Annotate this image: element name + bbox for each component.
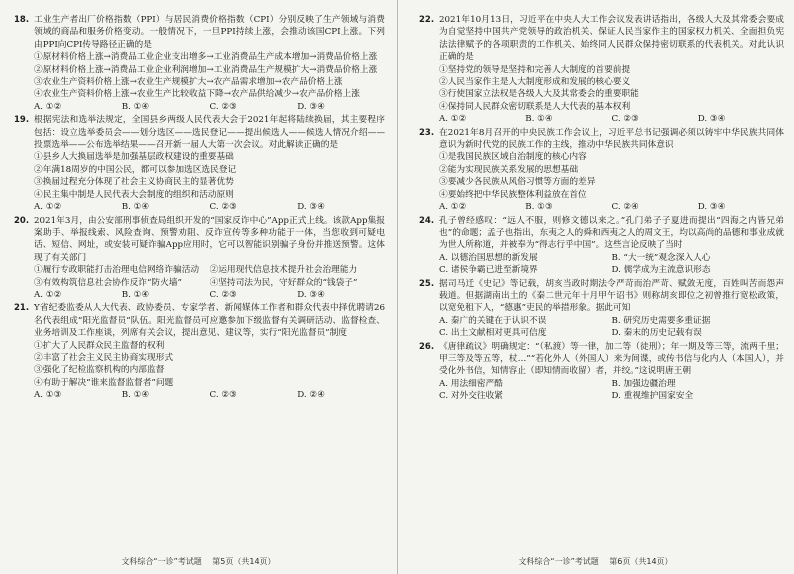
question-number: 20. bbox=[14, 215, 30, 226]
statement-item: ③有效构筑信息社会协作反诈“防火墙” bbox=[34, 277, 182, 288]
question-list bbox=[419, 14, 784, 403]
question-number: 22. bbox=[419, 15, 435, 25]
statement-item: ①扩大了人民群众民主监督的权利 bbox=[34, 340, 165, 351]
answer-option: D. ②④ bbox=[297, 390, 326, 401]
question-stem: Y省纪委监委从人大代表、政协委员、专家学者、新闻媒体工作者和群众代表中择优聘请26名代表组成“阳光监督员”队伍。阳光监督员可应邀参加下级监督有关调研活动、监督检查、业务培训及工作座谈，列席有关会议，提出意见、建议等，实行“阳光监督员”制度 bbox=[34, 303, 385, 339]
question-number: 26. bbox=[419, 341, 435, 352]
question-26 bbox=[419, 341, 784, 403]
question-24 bbox=[419, 215, 784, 277]
answer-option: A. ①② bbox=[439, 114, 467, 125]
answer-option: C. ②③ bbox=[209, 202, 237, 213]
answer-option: D. ③④ bbox=[697, 114, 726, 125]
answer-option: C. ②③ bbox=[209, 390, 237, 401]
question-19 bbox=[14, 114, 385, 213]
answer-option: B. ①④ bbox=[121, 202, 150, 213]
answer-option: B. ①③ bbox=[525, 202, 553, 213]
question-number: 25. bbox=[419, 278, 435, 289]
statement-item: ②年满18周岁的中国公民，都可以参加选区选民登记 bbox=[34, 164, 237, 175]
answer-option: A. ①② bbox=[34, 101, 62, 112]
answer-option: A. 秦广的关键在于认识不误 bbox=[439, 315, 547, 326]
answer-option: C. ②③ bbox=[611, 114, 639, 125]
answer-options bbox=[439, 113, 784, 125]
answer-options bbox=[439, 315, 784, 340]
answer-option: A. ①② bbox=[34, 289, 62, 300]
page-footer bbox=[397, 556, 794, 568]
footer-page-number: 第5页（共14页） bbox=[212, 556, 276, 566]
question-number: 24. bbox=[419, 215, 435, 226]
answer-option: B. ①④ bbox=[121, 101, 150, 112]
answer-option: A. ①③ bbox=[34, 390, 62, 401]
statement-item: ③行使国家立法权是各级人大及其常委会的重要职能 bbox=[439, 89, 639, 100]
answer-option: D. 秦末的历史记载有误 bbox=[611, 328, 702, 339]
statement-item: ④民主集中制是人民代表大会制度的组织和活动原则 bbox=[34, 189, 234, 200]
statement-item: ②能为实现民族关系发展的思想基础 bbox=[439, 164, 578, 175]
answer-options bbox=[34, 289, 385, 301]
answer-options bbox=[439, 201, 784, 213]
right-page bbox=[397, 0, 794, 574]
statement-item: ③换届过程充分体现了社会主义协商民主的显著优势 bbox=[34, 177, 234, 188]
answer-option: B. 加强边疆治理 bbox=[611, 378, 676, 389]
answer-option: B. ①④ bbox=[525, 114, 553, 125]
statement-item: ①原材料价格上涨→消费品工业企业支出增多→工业消费品生产成本增加→消费品价格上涨 bbox=[34, 52, 378, 63]
answer-option: D. ③④ bbox=[297, 101, 326, 112]
question-18 bbox=[14, 14, 385, 113]
statement-item: ②运用现代信息技术提升社会治理能力 bbox=[209, 265, 358, 276]
question-stem: 孔子曾经感叹：“远人不服，则修文德以来之。”孔门弟子子夏进而提出“四海之内皆兄弟也”的命题；孟子也指出，东夷之人的舜和西夷之人的周文王，均以高尚的品德和事业成就为世人所称道，并被奉为“得志行乎中国”。这些言论反映了当时 bbox=[439, 215, 784, 251]
statement-item: ③要减少各民族从风俗习惯等方面的差异 bbox=[439, 177, 596, 188]
answer-option: C. ②③ bbox=[209, 101, 237, 112]
answer-options bbox=[439, 378, 784, 403]
statement-item: ①履行专政职能打击治理电信网络诈骗活动 bbox=[34, 265, 200, 276]
statement-item: ④坚持司法为民，守好群众的“钱袋子” bbox=[209, 277, 358, 288]
statement-item: ④有助于解决“谁来监督监督者”问题 bbox=[34, 377, 174, 388]
answer-options bbox=[34, 201, 385, 213]
statement-item: ①是我国民族区域自治制度的核心内容 bbox=[439, 152, 587, 163]
question-stem: 2021年10月13日，习近平在中央人大工作会议发表讲话指出，各级人大及其常委会要成为自觉坚持中国共产党领导的政治机关、保证人民当家作主的国家权力机关、全面担负宪法法律赋予的各项职责的工作机关、始终同人民群众保持密切联系的代表机关。对此认识正确的是 bbox=[439, 15, 784, 63]
footer-page-number: 第6页（共14页） bbox=[609, 556, 673, 566]
question-stem: 2021年3月，由公安部刑事侦查局组织开发的“国家反诈中心”App正式上线。该款App集报案助手、举报线索、风险查询、预警劝阻、反诈宣传等多种功能于一体，当您收到可疑电话、短信、网址，或安装可疑诈骗App应用时，它可以智能识别骗子身份并推送预警。这体现了有关部门 bbox=[34, 215, 385, 263]
question-stem: 根据宪法和选举法规定，全国县乡两级人民代表大会于2021年起将陆续换届，其主要程序包括：设立选举委员会——划分选区——选民登记——提出候选人——候选人情况介绍——投票选举——公布选举结果——召开新一届人大第一次会议。对此解读正确的是 bbox=[34, 115, 385, 151]
statement-item: ②人民当家作主是人大制度形成和发展的核心要义 bbox=[439, 77, 631, 88]
question-number: 21. bbox=[14, 303, 30, 314]
question-stem: 工业生产者出厂价格指数（PPI）与居民消费价格指数（CPI）分别反映了生产领域与消费领域的商品和服务价格变动。一般情况下，一旦PPI持续上涨，会推动该国CPI上涨。下列由PPI向CPI传导路径正确的是 bbox=[34, 15, 385, 50]
statement-item: ①县乡人大换届选举是加强基层政权建设的重要基础 bbox=[34, 152, 234, 163]
question-25 bbox=[419, 278, 784, 340]
answer-option: C. 对外交往收紧 bbox=[439, 391, 503, 402]
statement-list bbox=[34, 264, 385, 289]
statement-item: ②丰富了社会主义民主协商实现形式 bbox=[34, 352, 173, 363]
answer-option: B. 研究历史需要多重证据 bbox=[611, 315, 711, 326]
statement-item: ④要始终把中华民族整体利益放在首位 bbox=[439, 189, 587, 200]
question-list bbox=[14, 14, 385, 402]
statement-item: ②原材料价格上涨→消费品工业企业利润增加→工业消费品生产规模扩大→消费品价格上涨 bbox=[34, 64, 378, 75]
question-number: 23. bbox=[419, 127, 435, 138]
answer-option: A. 用法细密严酷 bbox=[439, 378, 503, 389]
question-21 bbox=[14, 302, 385, 401]
answer-option: D. ③④ bbox=[697, 202, 726, 213]
statement-item: ①坚持党的领导是坚持和完善人大制度的首要前提 bbox=[439, 64, 631, 75]
answer-option: A. 以德治国思想的新发展 bbox=[439, 252, 538, 263]
statement-item: ④保持同人民群众密切联系是人大代表的基本权利 bbox=[439, 101, 631, 112]
question-22 bbox=[419, 14, 784, 126]
answer-option: D. ③④ bbox=[297, 289, 326, 300]
question-stem: 《唐律疏议》明确规定：“（私渡）等一律，加二等（徒刑）；年一期及等三等，流两千里；甲三等及等五等，杖…”“若化外人（外国人）来为间谍，或传书信与化内人（本国人），并受化外书信，知情容止（即知情而收留）者，并绞。”这说明唐王朝 bbox=[439, 341, 784, 377]
answer-option: A. ①② bbox=[439, 202, 467, 213]
question-stem: 据司马迁《史记》等记载，胡亥当政时期法令严苛而治严苛、赋敛无度，百姓叫苦而怨声载道。但据湖南出土的《秦二世元年十月甲午诏书》则称胡亥即位之初曾推行宽松政策，以宽免租下人，“德惠”吏民的举措形象。据此可知 bbox=[439, 278, 784, 314]
page-footer bbox=[0, 556, 397, 568]
answer-options bbox=[34, 389, 385, 401]
answer-option: B. ①④ bbox=[121, 390, 150, 401]
footer-subject: 文科综合“一诊”考试题 bbox=[121, 556, 202, 566]
answer-option: C. 出土文献相对更具可信度 bbox=[439, 328, 547, 339]
answer-option: C. ②③ bbox=[209, 289, 237, 300]
answer-option: C. 诸侯争霸已进至新境界 bbox=[439, 265, 538, 276]
question-23 bbox=[419, 127, 784, 214]
statement-item: ③强化了纪检监察机构的内部监督 bbox=[34, 365, 165, 376]
answer-option: B. ①④ bbox=[121, 289, 150, 300]
answer-option: D. 儒学成为主流意识形态 bbox=[611, 265, 711, 276]
question-number: 18. bbox=[14, 15, 30, 25]
statement-item: ④农业生产资料价格上涨→农业生产比较收益下降→农产品供给减少→农产品价格上涨 bbox=[34, 89, 360, 100]
answer-option: D. 重视维护国家安全 bbox=[611, 391, 694, 402]
question-number: 19. bbox=[14, 115, 30, 126]
answer-options bbox=[439, 252, 784, 277]
answer-option: D. ③④ bbox=[297, 202, 326, 213]
question-stem: 在2021年8月召开的中央民族工作会议上，习近平总书记强调必须以铸牢中华民族共同体意识为新时代党的民族工作的主线，推动中华民族共同体意识 bbox=[439, 127, 784, 151]
answer-option: C. ②④ bbox=[611, 202, 639, 213]
footer-subject: 文科综合“一诊”考试题 bbox=[518, 556, 599, 566]
answer-option: A. ①② bbox=[34, 202, 62, 213]
answer-options bbox=[34, 101, 385, 113]
statement-item: ③农业生产资料价格上涨→农业生产规模扩大→农产品需求增加→农产品价格上涨 bbox=[34, 77, 343, 88]
answer-option: B. “大一统”观念深入人心 bbox=[611, 252, 711, 263]
question-20 bbox=[14, 215, 385, 302]
